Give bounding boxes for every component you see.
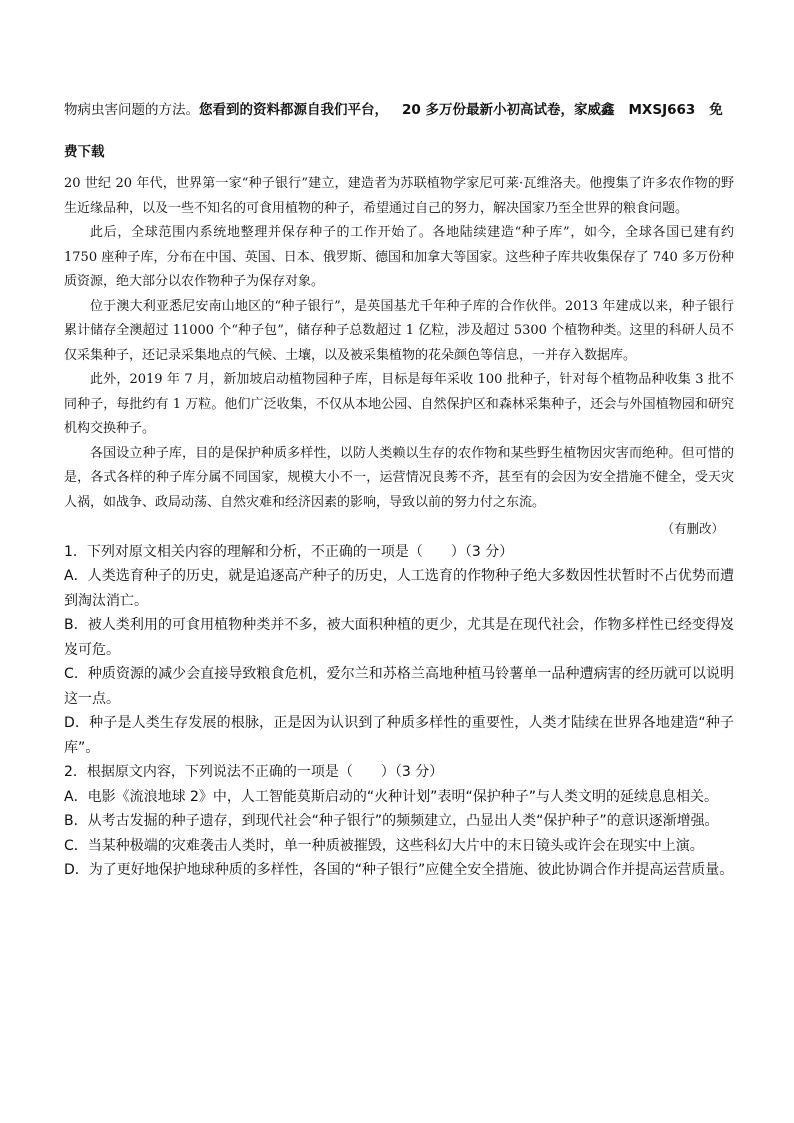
header-block <box>64 100 734 162</box>
question-1-option-d: D．种子是人类生存发展的根脉，正是因为认识到了种质多样性的重要性，人类才陆续在世界各地建造“种子库”。 <box>64 715 734 756</box>
question-1-option-a: A．人类选育种子的历史，就是追逐高产种子的历史，人工选育的作物种子绝大多数因性状暂时不占优势而遭到淘汰消亡。 <box>64 568 734 609</box>
question-1-option-b: B．被人类利用的可食用植物种类并不多，被大面积种植的更少，尤其是在现代社会，作物多样性已经变得岌岌可危。 <box>64 617 734 658</box>
source-note: （有删改） <box>661 521 724 536</box>
question-2-stem: 2．根据原文内容，下列说法不正确的一项是（ ）（3 分） <box>64 764 444 780</box>
questions-block <box>64 540 734 883</box>
header-line-1 <box>64 100 734 120</box>
document-page <box>64 100 734 883</box>
passage-paragraph-1: 20 世纪 20 年代，世界第一家“种子银行”建立，建造者为苏联植物学家尼可莱·瓦维洛夫。他搜集了许多农作物的野生近缘品种，以及一些不知名的可食用植物的种子，希望通过自己的努力，解决国家乃至全世界的粮食问题。 <box>64 176 734 216</box>
passage-paragraph-4: 此外，2019 年 7 月，新加坡启动植物园种子库，目标是每年采收 100 批种子，针对每个植物品种收集 3 批不同种子，每批约有 1 万粒。他们广泛收集，不仅从本地公园、自然保护区和森林采集种子，还会与外国植物园和研究机构交换种子。 <box>64 372 734 436</box>
question-2-option-a: A．电影《流浪地球 2》中，人工智能莫斯启动的“火种计划”表明“保护种子”与人类文明的延续息息相关。 <box>64 788 718 805</box>
lead-text: 物病虫害问题的方法。 <box>64 102 199 117</box>
promo-text: 您看到的资料都源自我们平台， <box>199 102 388 118</box>
promo-code: MXSJ663 <box>628 102 696 118</box>
passage-paragraph-5: 各国设立种子库，目的是保护种质多样性，以防人类赖以生存的农作物和某些野生植物因灾害而绝种。但可惜的是，各式各样的种子库分属不同国家，规模大小不一，运营情况良莠不齐，甚至有的会因为安全措施不健全，受天灾人祸，如战争、政局动荡、自然灾难和经济因素的影响，导致以前的努力付之东流。 <box>64 445 734 510</box>
reading-passage <box>64 172 734 542</box>
question-2-option-d: D．为了更好地保护地球种质的多样性，各国的“种子银行”应健全安全措施、彼此协调合作并提高运营质量。 <box>64 862 734 878</box>
question-1-stem: 1．下列对原文相关内容的理解和分析，不正确的一项是（ ）（3 分） <box>64 543 514 560</box>
question-2-option-c: C．当某种极端的灾难袭击人类时，单一种质被摧毁，这些科幻大片中的末日镜头或许会在现实中上演。 <box>64 837 704 854</box>
passage-paragraph-2: 此后，全球范围内系统地整理并保存种子的工作开始了。各地陆续建造“种子库”，如今，全球各国已建有约 1750 座种子库，分布在中国、英国、日本、俄罗斯、德国和加拿大等国家。这些种子库共收集保存了 740 多万份种质资源，绝大部分以农作物种子为保存对象。 <box>64 225 734 289</box>
promo-free-1: 免 <box>709 102 723 118</box>
question-1-option-c: C．种质资源的减少会直接导致粮食危机，爱尔兰和苏格兰高地种植马铃薯单一品种遭病害的经历就可以说明这一点。 <box>64 666 734 707</box>
promo-count: 20 多万份最新小初高试卷，家威鑫 <box>402 102 615 118</box>
question-2-option-b: B．从考古发掘的种子遗存，到现代社会“种子银行”的频频建立，凸显出人类“保护种子”的意识逐渐增强。 <box>64 813 719 829</box>
header-line-2: 费下载 <box>64 144 105 160</box>
passage-paragraph-3: 位于澳大利亚悉尼安南山地区的“种子银行”，是英国基尤千年种子库的合作伙伴。2013 年建成以来，种子银行累计储存全澳超过 11000 个“种子包”，储存种子总数超过 1 亿粒，涉及超过 5300 个植物种类。这里的科研人员不仅采集种子，还记录采集地点的气候、土壤，以及被采集植物的花朵颜色等信息，一并存入数据库。 <box>64 298 734 363</box>
